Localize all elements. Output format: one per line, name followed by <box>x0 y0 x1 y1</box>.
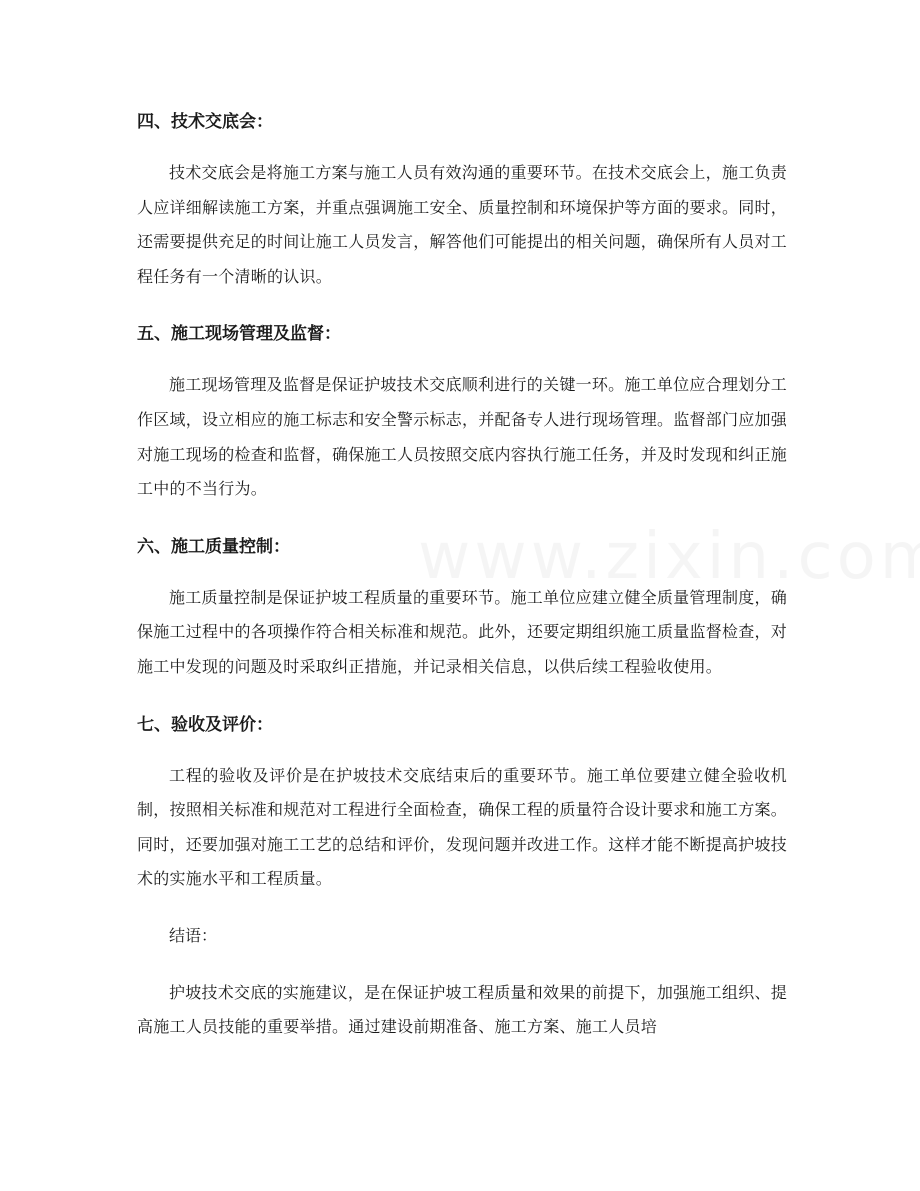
section-acceptance <box>137 707 787 897</box>
section-paragraph: 施工质量控制是保证护坡工程质量的重要环节。施工单位应建立健全质量管理制度，确保施工过程中的各项操作符合相关标准和规范。此外，还要定期组织施工质量监督检查，对施工中发现的问题及时采取纠正措施，并记录相关信息，以供后续工程验收使用。 <box>137 587 788 676</box>
section-technical-briefing <box>137 104 787 294</box>
section-site-management <box>137 316 787 506</box>
section-heading: 七、验收及评价： <box>137 714 273 735</box>
section-paragraph: 施工现场管理及监督是保证护坡技术交底顺利进行的关键一环。施工单位应合理划分工作区域，设立相应的施工标志和安全警示标志，并配备专人进行现场管理。监督部门应加强对施工现场的检查和监督，确保施工人员按照交底内容执行施工任务，并及时发现和纠正施工中的不当行为。 <box>137 375 788 499</box>
section-heading: 四、技术交底会： <box>137 112 273 132</box>
closing-paragraph: 护坡技术交底的实施建议，是在保证护坡工程质量和效果的前提下，加强施工组织、提高施工人员技能的重要举措。通过建设前期准备、施工方案、施工人员培 <box>137 982 787 1037</box>
section-paragraph: 工程的验收及评价是在护坡技术交底结束后的重要环节。施工单位要建立健全验收机制，按照相关标准和规范对工程进行全面检查，确保工程的质量符合设计要求和施工方案。同时，还要加强对施工工艺的总结和评价，发现问题并改进工作。这样才能不断提高护坡技术的实施水平和工程质量。 <box>137 765 788 889</box>
closing-section <box>137 919 787 1045</box>
section-heading: 五、施工现场管理及监督： <box>137 324 341 345</box>
section-quality-control <box>137 529 787 685</box>
closing-label: 结语： <box>169 925 218 945</box>
section-heading: 六、施工质量控制： <box>137 536 290 557</box>
document-body <box>137 104 787 1067</box>
section-paragraph: 技术交底会是将施工方案与施工人员有效沟通的重要环节。在技术交底会上，施工负责人应详细解读施工方案，并重点强调施工安全、质量控制和环境保护等方面的要求。同时，还需要提供充足的时间让施工人员发言，解答他们可能提出的相关问题，确保所有人员对工程任务有一个清晰的认识。 <box>137 163 788 286</box>
